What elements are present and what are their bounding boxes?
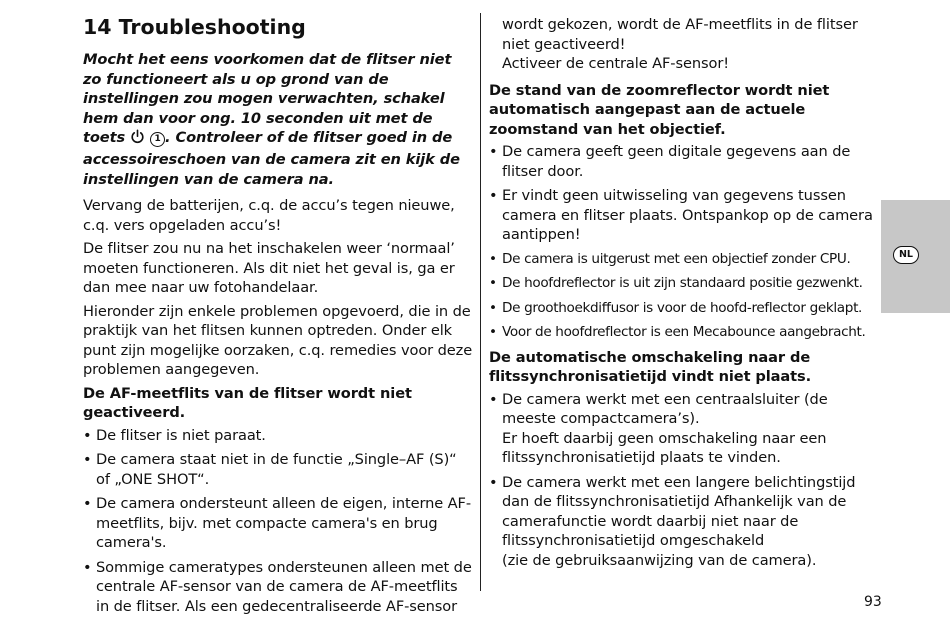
list-item-note: (zie de gebruiksaanwijzing van de camera). bbox=[502, 551, 817, 569]
list-item-text: • De camera werkt met een centraalsluiter (de meeste compactcamera’s). bbox=[502, 390, 828, 427]
section-heading-af-flash: De AF-meetflits van de flitser wordt niet geactiveerd. bbox=[83, 384, 412, 422]
paragraph-normal-function: De flitser zou nu na het inschakelen weer ‘normaal’ moeten functioneren. Als dit niet het geval is, ga er dan mee naar uw fotohandelaar. bbox=[83, 240, 455, 297]
list-item bbox=[489, 390, 879, 468]
intro-text-end: . Controleer of de flitser goed in de accessoireschoen van de camera zit en kijk de instellingen van de camera na. bbox=[83, 129, 460, 188]
list-item: • De camera ondersteunt alleen de eigen, interne AF-meetflits, bijv. met compacte camera's en brug camera's. bbox=[83, 494, 473, 553]
af-flash-causes-list bbox=[83, 426, 473, 617]
list-item: • Voor de hoofdreflector is een Mecabounce aangebracht. bbox=[489, 323, 879, 343]
page-title: 14 Troubleshooting bbox=[83, 15, 306, 39]
list-item-text: • De camera werkt met een langere belichtingstijd dan de flitssynchronisatietijd Afhankelijk van de camerafunctie wordt daarbij niet naar de flitssynchronisatietijd omgeschakeld bbox=[502, 473, 856, 549]
list-item: • De flitser is niet paraat. bbox=[83, 426, 473, 446]
list-item: • De groothoekdiffusor is voor de hoofd-reflector geklapt. bbox=[489, 299, 879, 319]
continuation-text: wordt gekozen, wordt de AF-meetflits in de flitser niet geactiveerd! bbox=[502, 16, 858, 53]
power-icon bbox=[130, 129, 145, 150]
paragraph-batteries: Vervang de batterijen, c.q. de accu’s tegen nieuwe, c.q. vers opgeladen accu’s! bbox=[83, 197, 455, 234]
circled-1-icon: 1 bbox=[150, 132, 165, 147]
intro-text-start: Mocht het eens voorkomen dat de flitser niet zo functioneert als u op grond van de instellingen zou mogen verwachten, schakel hem dan voor ong. 10 seconden uit met de toets bbox=[83, 51, 452, 147]
paragraph-problems-intro: Hieronder zijn enkele problemen opgevoerd, die in de praktijk van het flitsen kunnen optreden. Onder elk punt zijn mogelijke oorzaken, c.q. remedies voor deze problemen aangegeven. bbox=[83, 302, 473, 379]
intro-paragraph bbox=[83, 50, 473, 189]
list-item: • Sommige cameratypes ondersteunen alleen met de centrale AF-sensor van de camera de AF-meetflits in de flitser. Als een gedecentraliseerde AF-sensor bbox=[83, 558, 473, 617]
column-divider bbox=[480, 13, 481, 591]
zoom-reflector-causes-list bbox=[489, 142, 879, 343]
list-item-continuation bbox=[489, 15, 879, 74]
sync-time-causes-list bbox=[489, 390, 879, 571]
list-item: • De camera is uitgerust met een objectief zonder CPU. bbox=[489, 250, 879, 270]
list-item: • De camera staat niet in de functie „Single–AF (S)“ of „ONE SHOT“. bbox=[83, 450, 473, 489]
right-column bbox=[489, 0, 879, 575]
language-badge: NL bbox=[893, 246, 919, 264]
list-item: • De camera geeft geen digitale gegevens aan de flitser door. bbox=[489, 142, 879, 181]
list-item-note: Er hoeft daarbij geen omschakeling naar een flitssynchronisatietijd plaats te vinden. bbox=[502, 429, 827, 466]
list-item: • Er vindt geen uitwisseling van gegevens tussen camera en flitser plaats. Ontspankop op de camera aantippen! bbox=[489, 186, 879, 245]
list-item: • De hoofdreflector is uit zijn standaard positie gezwenkt. bbox=[489, 274, 879, 294]
list-item bbox=[489, 473, 879, 571]
continuation-remedy: Activeer de centrale AF-sensor! bbox=[502, 55, 729, 72]
page-number: 93 bbox=[864, 594, 882, 610]
section-heading-sync-time: De automatische omschakeling naar de flitssynchronisatietijd vindt niet plaats. bbox=[489, 348, 812, 385]
left-column bbox=[83, 0, 473, 621]
section-heading-zoom-reflector: De stand van de zoomreflector wordt niet automatisch aangepast aan de actuele zoomstand van het objectief. bbox=[489, 81, 830, 138]
